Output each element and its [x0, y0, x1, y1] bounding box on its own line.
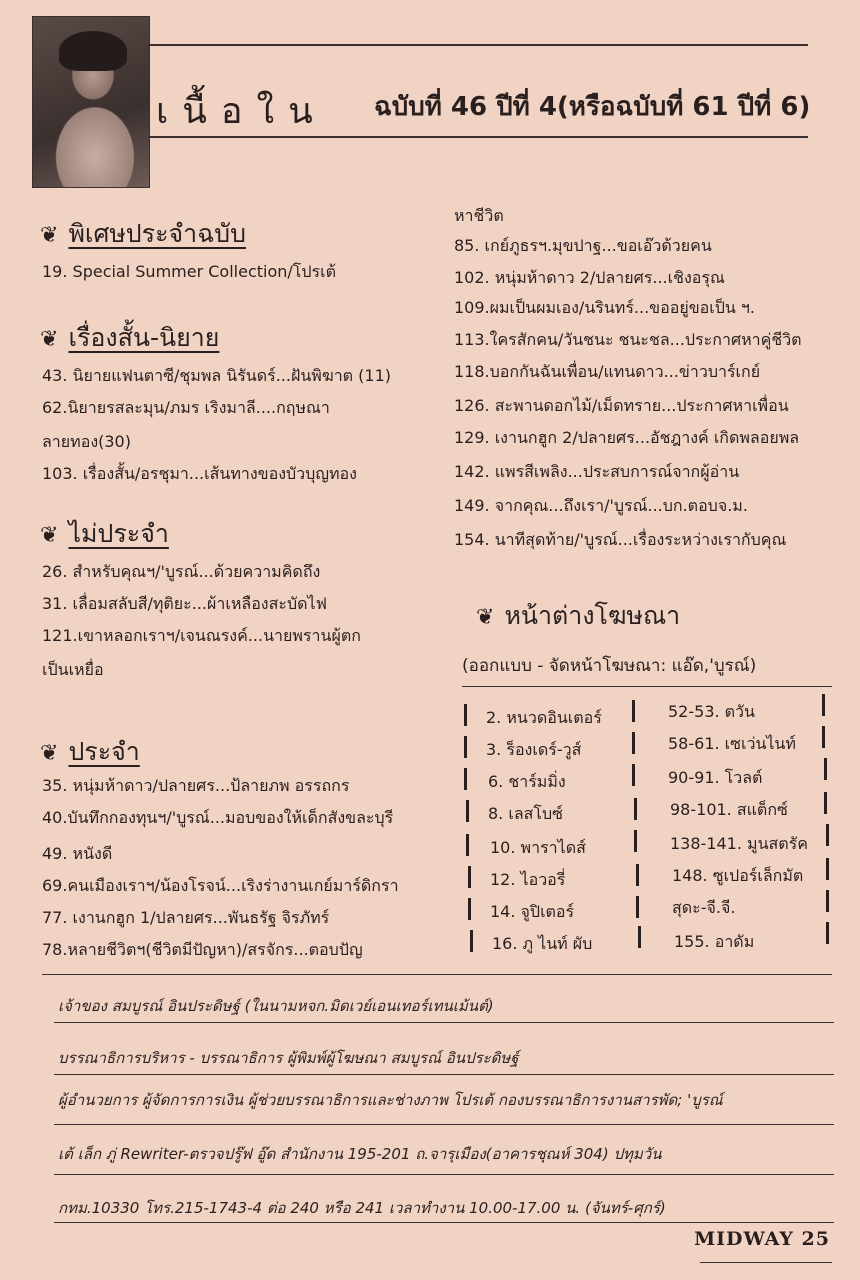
list-item: 129. เงานกฮูก 2/ปลายศร...อัชฎางค์ เกิดพลอยพล: [454, 428, 800, 447]
section-regular: ❦ ประจำ: [40, 737, 140, 766]
ads-bar: [634, 830, 637, 852]
ads-bar: [826, 858, 829, 880]
list-item-continued: หาชีวิต: [454, 206, 504, 225]
ads-bar: [636, 896, 639, 918]
flower-icon: ❦: [40, 223, 59, 248]
ads-divider: [462, 686, 832, 687]
list-item: 69.คนเมืองเราฯ/น้องโรจน์...เริงร่างานเกย์มาร์ดิกรา: [42, 876, 399, 895]
flower-icon: ❦: [476, 605, 495, 630]
section-ads: ❦ หน้าต่างโฆษณา: [476, 601, 681, 630]
footer-owner: เจ้าของ สมบูรณ์ อินประดิษฐ์ (ในนามหจก.มิดเวย์เอนเทอร์เทนเม้นต์): [58, 997, 494, 1015]
ad-entry: 14. จูปิเตอร์: [490, 902, 575, 921]
list-item: 103. เรื่องสั้น/อรชุมา...เส้นทางของบัวบุญทอง: [42, 464, 357, 483]
ads-bar: [468, 898, 471, 920]
list-item: 154. นาทีสุดท้าย/'บูรณ์...เรื่องระหว่างเรากับคุณ: [454, 530, 787, 549]
footer-rule: [42, 974, 832, 975]
list-item: 126. สะพานดอกไม้/เม็ดทราย...ประกาศหาเพื่อน: [454, 396, 789, 415]
ad-entry: 3. ร็องเดร์-วูส์: [486, 740, 582, 759]
cover-model-photo: [32, 16, 150, 188]
footer-staff: ผู้อำนวยการ ผู้จัดการการเงิน ผู้ช่วยบรรณาธิการและช่างภาพ โปรเต้ กองบรรณาธิการงานสารพัด; 'บูรณ์: [58, 1091, 723, 1109]
flower-icon: ❦: [40, 523, 59, 548]
list-item: 26. สำหรับคุณฯ/'บูรณ์...ด้วยความคิดถึง: [42, 562, 321, 581]
footer-rule: [54, 1074, 834, 1075]
section-special: ❦ พิเศษประจำฉบับ: [40, 219, 246, 248]
issue-number: ฉบับที่ 46 ปีที่ 4(หรือฉบับที่ 61 ปีที่ 6): [374, 92, 811, 122]
ad-entry: 16. ภู ไนท์ ผับ: [492, 934, 593, 953]
section-irregular: ❦ ไม่ประจำ: [40, 519, 169, 548]
ads-bar: [826, 890, 829, 912]
ads-bar: [822, 694, 825, 716]
list-item: 77. เงานกฮูก 1/ปลายศร...พันธรัฐ จิรภัทร์: [42, 908, 330, 927]
ads-bar: [826, 824, 829, 846]
ads-bar: [464, 736, 467, 758]
ads-credit: (ออกแบบ - จัดหน้าโฆษณา: แอ๊ด,'บูรณ์): [462, 656, 757, 676]
list-item: เป็นเหยื่อ: [42, 660, 104, 679]
page-title: เนื้อใน: [156, 91, 327, 132]
ads-bar: [466, 800, 469, 822]
list-item: 31. เลื่อมสลับสี/ทุติยะ...ผ้าเหลืองสะบัดไฟ: [42, 594, 327, 613]
ads-bar: [826, 922, 829, 944]
ad-entry: 155. อาดัม: [674, 932, 755, 951]
ads-bar: [636, 864, 639, 886]
ad-entry: 12. ไอวอรี่: [490, 870, 566, 889]
ad-entry: 6. ชาร์มมิ่ง: [488, 772, 566, 791]
list-item: 109.ผมเป็นผมเอง/นรินทร์...ขออยู่ขอเป็น ฯ.: [454, 298, 755, 317]
list-item: 149. จากคุณ...ถึงเรา/'บูรณ์...บก.ตอบจ.ม.: [454, 496, 748, 515]
footer-editor: บรรณาธิการบริหาร - บรรณาธิการ ผู้พิมพ์ผู้โฆษณา สมบูรณ์ อินประดิษฐ์: [58, 1049, 519, 1067]
ads-bar: [824, 758, 827, 780]
list-item: 85. เกย์ภูธรฯ.มุขปาฐ...ขอเอ๊วด้วยคน: [454, 236, 712, 255]
footer-rule: [54, 1222, 834, 1223]
ads-bar: [824, 792, 827, 814]
page-footer-brand: MIDWAY 25: [694, 1228, 830, 1250]
flower-icon: ❦: [40, 741, 59, 766]
footer-rule: [54, 1022, 834, 1023]
ads-bar: [632, 764, 635, 786]
header-bottom-rule: [148, 136, 808, 138]
ad-entry: 2. หนวดอินเตอร์: [486, 708, 602, 727]
ad-entry: 90-91. โวลต์: [668, 768, 763, 787]
list-item: 35. หนุ่มห้าดาว/ปลายศร...ป้ลายภพ อรรถกร: [42, 776, 350, 795]
ad-entry: 10. พาราไดส์: [490, 838, 586, 857]
flower-icon: ❦: [40, 327, 59, 352]
ads-bar: [634, 798, 637, 820]
list-item: 118.บอกกันฉันเพื่อน/แทนดาว...ข่าวบาร์เกย์: [454, 362, 761, 381]
ads-bar: [632, 732, 635, 754]
footer-office: เต้ เล็ก ภู่ Rewriter-ตรวจปรู๊ฟ อู๊ด สำนักงาน 195-201 ถ.จารุเมือง(อาคารชุณห์ 304) ปทุมวัน: [58, 1145, 662, 1163]
list-item: 102. หนุ่มห้าดาว 2/ปลายศร...เชิงอรุณ: [454, 268, 725, 287]
ads-bar: [468, 866, 471, 888]
ad-entry: 8. เลสโบซ์: [488, 804, 563, 823]
ad-entry: 138-141. มูนสตรัค: [670, 834, 808, 853]
brand-underline: [700, 1262, 832, 1263]
list-item: 49. หนังดี: [42, 844, 113, 863]
ad-entry: 58-61. เซเว่นไนท์: [668, 734, 796, 753]
footer-rule: [54, 1124, 834, 1125]
section-short-story: ❦ เรื่องสั้น-นิยาย: [40, 323, 220, 352]
list-item: 40.บันทึกกองทุนฯ/'บูรณ์...มอบของให้เด็กสังขละบุรี: [42, 808, 394, 827]
ads-bar: [822, 726, 825, 748]
ad-entry: 148. ซูเปอร์เล็กมัต: [672, 866, 804, 885]
ads-bar: [470, 930, 473, 952]
list-item: 113.ใครสักคน/วันชนะ ชนะชล...ประกาศหาคู่ชีวิต: [454, 330, 802, 349]
list-item: 43. นิยายแฟนตาซี/ชุมพล นิรันดร์...ฝันพิฆาต (11): [42, 366, 391, 385]
footer-rule: [54, 1174, 834, 1175]
list-item: 121.เขาหลอกเราฯ/เจนณรงค์...นายพรานผู้ตก: [42, 626, 361, 645]
list-item: 78.หลายชีวิตฯ(ชีวิตมีปัญหา)/สรจักร...ตอบปัญ: [42, 940, 363, 959]
ad-entry: 52-53. ตวัน: [668, 702, 755, 721]
ads-bar: [464, 704, 467, 726]
header-top-rule: [148, 44, 808, 46]
footer-contact: กทม.10330 โทร.215-1743-4 ต่อ 240 หรือ 241 เวลาทำงาน 10.00-17.00 น. (จันทร์-ศุกร์): [58, 1199, 666, 1217]
list-item: 62.นิยายรสละมุน/ภมร เริงมาลี....กฤษณา: [42, 398, 330, 417]
ad-entry: 98-101. สแต็กซ์: [670, 800, 788, 819]
ads-bar: [464, 768, 467, 790]
list-item: 19. Special Summer Collection/โปรเต้: [42, 262, 336, 281]
ads-bar: [638, 926, 641, 948]
list-item: ลายทอง(30): [42, 432, 131, 451]
list-item: 142. แพรสีเพลิง...ประสบการณ์จากผู้อ่าน: [454, 462, 740, 481]
ads-bar: [632, 700, 635, 722]
ad-entry: สุดะ-จี.จี.: [672, 898, 736, 917]
ads-bar: [466, 834, 469, 856]
